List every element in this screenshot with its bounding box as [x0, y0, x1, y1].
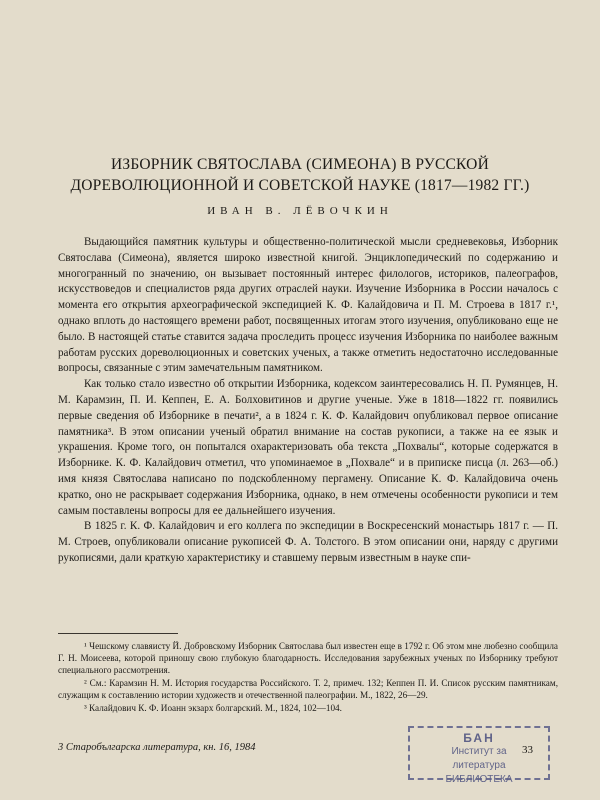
journal-footer: 3 Старобългарска литература, кн. 16, 1984	[58, 742, 256, 753]
footnote-2: ² См.: Карамзин Н. М. История государства Российского. Т. 2, примеч. 132; Кеппен П. И. Список русским памятникам, служащим к составлению истории художеств и отечественной палеографии. М., 1822, 26—29.	[58, 678, 558, 700]
article-body	[58, 235, 558, 567]
footnote-3: ³ Калайдович К. Ф. Иоанн экзарх болгарский. М., 1824, 102—104.	[84, 703, 342, 713]
article-title	[40, 154, 560, 196]
stamp-line-1: БАН	[463, 731, 495, 745]
page-number: 33	[522, 744, 533, 756]
footnote-separator	[58, 633, 178, 634]
body-paragraph-2: Как только стало известно об открытии Изборника, кодексом заинтересовались Н. П. Румянцев, Н. М. Карамзин, П. И. Кеппен, Е. А. Болховитинов и другие ученые. Уже в 1818—1822 гг. появились первые сведения об Изборнике в печати², а в 1824 г. К. Ф. Калайдович опубликовал первое описание памятника³. В этом описании ученый обратил внимание на состав рукописи, а также на ее язык и украшения. Кроме того, он попытался охарактеризовать оба текста „Похвалы“, которые содержатся в Изборнике. К. Ф. Калайдович отметил, что упоминаемое в „Похвале“ и в приписке писца (л. 263—об.) имя князя Святослава написано по подскобленному пергамену. Описание К. Ф. Калайдовича очень кратко, оно не раскрывает содержания Изборника, однако, в нем отмечены особенности рукописи и тем самым поставлены вопросы для ее дальнейшего изучения.	[58, 378, 558, 517]
footnotes	[58, 640, 558, 715]
stamp-line-3: литература	[452, 760, 506, 771]
body-paragraph-3: В 1825 г. К. Ф. Калайдович и его коллега по экспедиции в Воскресенский монастырь 1817 г. — П. М. Строев, опубликовали описание рукописей Ф. А. Толстого. В этом описании они, наряду с другими рукописями, дали краткую характеристику и ставшему первым известным в науке спи-	[58, 520, 558, 564]
article-title-line-1: ИЗБОРНИК СВЯТОСЛАВА (СИМЕОНА) В РУССКОЙ	[111, 156, 489, 173]
body-paragraph-1: Выдающийся памятник культуры и общественно-политической мысли средневековья, Изборник Святослава (Симеона), является широко известной книгой. Энциклопедический по содержанию и многогранный по значению, он вызывает постоянный интерес филологов, историков, палеографов, искусствоведов и специалистов ряда других отраслей науки. Изучение Изборника в России началось с момента его открытия археографической экспедицией К. Ф. Калайдовича и П. М. Строева в 1817 г.¹, однако вплоть до настоящего времени работ, посвященных итогам этого изучения, опубликовано еще не было. В настоящей статье ставится задача проследить процесс изучения Изборника по наиболее важным работам русских дореволюционных и советских ученых, а также отметить недостаточно исследованные вопросы, связанные с этим замечательным памятником.	[58, 236, 558, 375]
article-title-line-2: ДОРЕВОЛЮЦИОННОЙ И СОВЕТСКОЙ НАУКЕ (1817—1982 ГГ.)	[70, 177, 530, 194]
footnote-1: ¹ Чешскому славяисту Й. Добровскому Изборник Святослава был известен еще в 1792 г. Об этом мне любезно сообщила Г. Н. Моисеева, которой приношу свою глубокую благодарность. Исследования зарубежных ученых по Изборнику требуют специального рассмотрения.	[58, 641, 558, 675]
stamp-line-4: БИБЛИОТЕКА	[445, 774, 513, 785]
article-author: ИВАН В. ЛЁВОЧКИН	[207, 205, 393, 217]
stamp-line-2: Институт за	[451, 746, 507, 757]
